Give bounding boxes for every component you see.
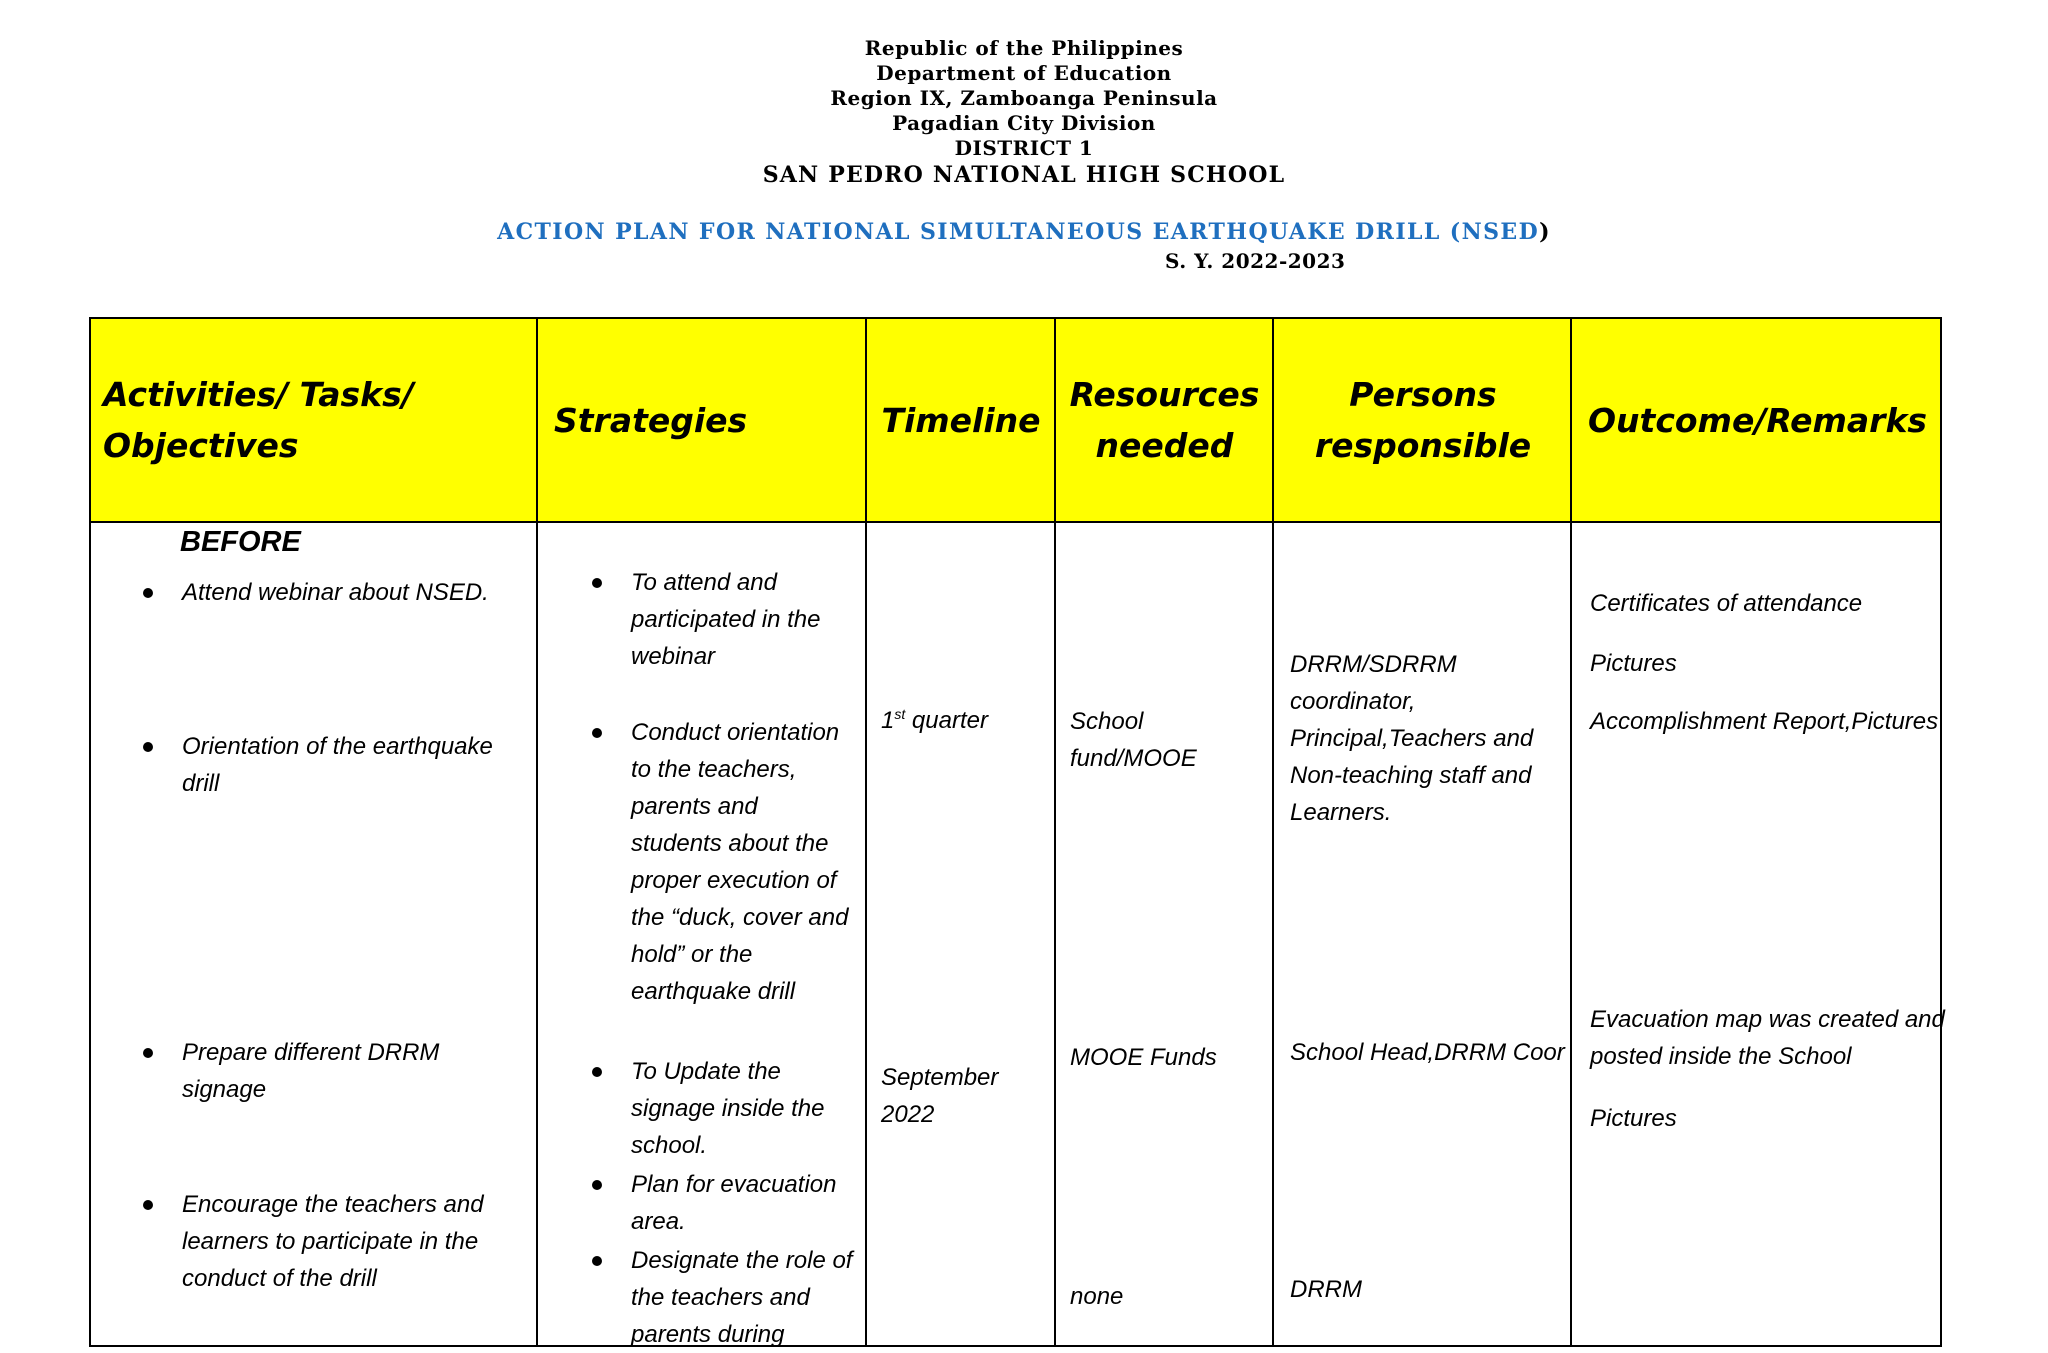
strategy-line: proper execution of xyxy=(631,867,837,894)
header-resources xyxy=(1057,319,1272,521)
header-timeline-label: Timeline xyxy=(881,400,1041,440)
activity-line: Attend webinar about NSED. xyxy=(182,579,489,606)
person-line: Learners. xyxy=(1290,799,1392,826)
strategy-item xyxy=(631,1242,852,1353)
activity-item xyxy=(182,1034,439,1108)
timeline-quarter-label: quarter xyxy=(905,707,988,734)
column-divider xyxy=(1272,319,1274,1345)
column-divider xyxy=(1054,319,1056,1345)
resource-entry xyxy=(1070,1278,1123,1315)
activity-line: learners to participate in the xyxy=(182,1228,479,1255)
outcome-entry xyxy=(1590,1001,1945,1075)
column-divider xyxy=(865,319,867,1345)
bullet-icon xyxy=(592,578,602,588)
outcome-line: Certificates of attendance xyxy=(1590,590,1863,617)
strategy-line: parents and xyxy=(631,793,758,820)
school-year: S. Y. 2022-2023 xyxy=(1165,249,1346,273)
strategy-line: the “duck, cover and xyxy=(631,904,849,931)
timeline-entry xyxy=(881,702,988,739)
strategy-line: Plan for evacuation xyxy=(631,1171,837,1198)
column-divider xyxy=(536,319,538,1345)
person-line: coordinator, xyxy=(1290,688,1416,715)
outcome-entry xyxy=(1590,1100,1677,1137)
activity-item xyxy=(182,728,493,802)
header-outcome xyxy=(1588,319,1938,521)
header-outcome-label: Outcome/Remarks xyxy=(1588,400,1928,440)
resource-entry xyxy=(1070,703,1197,777)
resource-entry xyxy=(1070,1039,1217,1076)
header-timeline xyxy=(868,319,1054,521)
letterhead-region: Region IX, Zamboanga Peninsula xyxy=(830,86,1218,110)
header-strategies-label: Strategies xyxy=(554,400,748,440)
outcome-line: posted inside the School xyxy=(1590,1043,1852,1070)
strategy-line: parents during xyxy=(631,1321,785,1348)
strategy-line: To attend and xyxy=(631,569,777,596)
strategy-line: students about the xyxy=(631,830,829,857)
timeline-entry xyxy=(881,1059,998,1133)
page-title xyxy=(0,219,2048,245)
person-entry xyxy=(1290,1271,1362,1308)
header-persons xyxy=(1275,319,1571,521)
letterhead xyxy=(0,36,2048,189)
header-resources-line2: needed xyxy=(1095,426,1234,465)
timeline-quarter-suffix: st xyxy=(894,706,906,722)
activity-line: signage xyxy=(182,1076,267,1103)
strategy-line: hold” or the xyxy=(631,941,753,968)
header-strategies xyxy=(554,319,864,521)
activity-line: Prepare different DRRM xyxy=(182,1039,440,1066)
activity-line: Encourage the teachers and xyxy=(182,1191,484,1218)
outcome-entry xyxy=(1590,645,1677,682)
strategy-item xyxy=(631,1166,836,1240)
strategy-line: school. xyxy=(631,1132,708,1159)
outcome-entry xyxy=(1590,585,1862,622)
activity-item xyxy=(182,1186,484,1297)
outcome-entry xyxy=(1590,703,1938,740)
strategy-line: Conduct orientation xyxy=(631,719,840,746)
bullet-icon xyxy=(143,742,153,752)
timeline-quarter-number: 1 xyxy=(881,707,895,734)
person-line: DRRM xyxy=(1290,1276,1362,1303)
person-entry xyxy=(1290,1034,1565,1071)
strategy-line: webinar xyxy=(631,643,716,670)
resource-line: none xyxy=(1070,1283,1124,1310)
activity-line: conduct of the drill xyxy=(182,1265,377,1292)
letterhead-district: DISTRICT 1 xyxy=(954,136,1094,160)
strategy-line: the teachers and xyxy=(631,1284,810,1311)
resource-line: fund/MOOE xyxy=(1070,745,1197,772)
strategy-line: to the teachers, xyxy=(631,756,797,783)
bullet-icon xyxy=(143,1200,153,1210)
bullet-icon xyxy=(143,1048,153,1058)
header-persons-line1: Persons xyxy=(1349,375,1497,414)
person-line: Non-teaching staff and xyxy=(1290,762,1532,789)
header-activities-line1: Activities/ Tasks/ xyxy=(103,375,414,414)
strategy-item xyxy=(631,1053,824,1164)
person-line: School Head,DRRM Coor xyxy=(1290,1039,1565,1066)
person-line: Principal,Teachers and xyxy=(1290,725,1534,752)
strategy-item xyxy=(631,564,820,675)
person-entry xyxy=(1290,646,1533,831)
strategy-item xyxy=(631,714,848,1010)
letterhead-department: Department of Education xyxy=(876,61,1172,85)
header-resources-line1: Resources xyxy=(1069,375,1260,414)
outcome-line: Pictures xyxy=(1590,1105,1677,1132)
outcome-line: Pictures xyxy=(1590,650,1677,677)
page-title-close: ) xyxy=(1539,219,1551,245)
phase-label: BEFORE xyxy=(180,526,301,558)
outcome-line: Evacuation map was created and xyxy=(1590,1006,1945,1033)
resource-line: School xyxy=(1070,708,1144,735)
outcome-line: Accomplishment Report,Pictures xyxy=(1590,708,1939,735)
strategy-line: earthquake drill xyxy=(631,978,796,1005)
activity-line: drill xyxy=(182,770,220,797)
strategy-line: Designate the role of xyxy=(631,1247,853,1274)
bullet-icon xyxy=(592,728,602,738)
letterhead-school: SAN PEDRO NATIONAL HIGH SCHOOL xyxy=(762,162,1286,188)
page-title-text: ACTION PLAN FOR NATIONAL SIMULTANEOUS EARTHQUAKE DRILL (NSED xyxy=(497,219,1540,245)
bullet-icon xyxy=(592,1067,602,1077)
bullet-icon xyxy=(592,1180,602,1190)
resource-line: MOOE Funds xyxy=(1070,1044,1217,1071)
strategy-line: area. xyxy=(631,1208,686,1235)
timeline-line: September xyxy=(881,1064,999,1091)
header-activities xyxy=(103,319,533,521)
bullet-icon xyxy=(592,1256,602,1266)
strategy-line: To Update the xyxy=(631,1058,781,1085)
activity-item xyxy=(182,574,489,611)
header-persons-line2: responsible xyxy=(1314,426,1532,465)
person-line: DRRM/SDRRM xyxy=(1290,651,1457,678)
header-activities-line2: Objectives xyxy=(103,426,299,465)
strategy-line: participated in the xyxy=(631,606,821,633)
timeline-line: 2022 xyxy=(881,1101,935,1128)
letterhead-country: Republic of the Philippines xyxy=(864,36,1184,60)
strategy-line: signage inside the xyxy=(631,1095,825,1122)
bullet-icon xyxy=(143,588,153,598)
letterhead-division: Pagadian City Division xyxy=(892,111,1156,135)
activity-line: Orientation of the earthquake xyxy=(182,733,493,760)
